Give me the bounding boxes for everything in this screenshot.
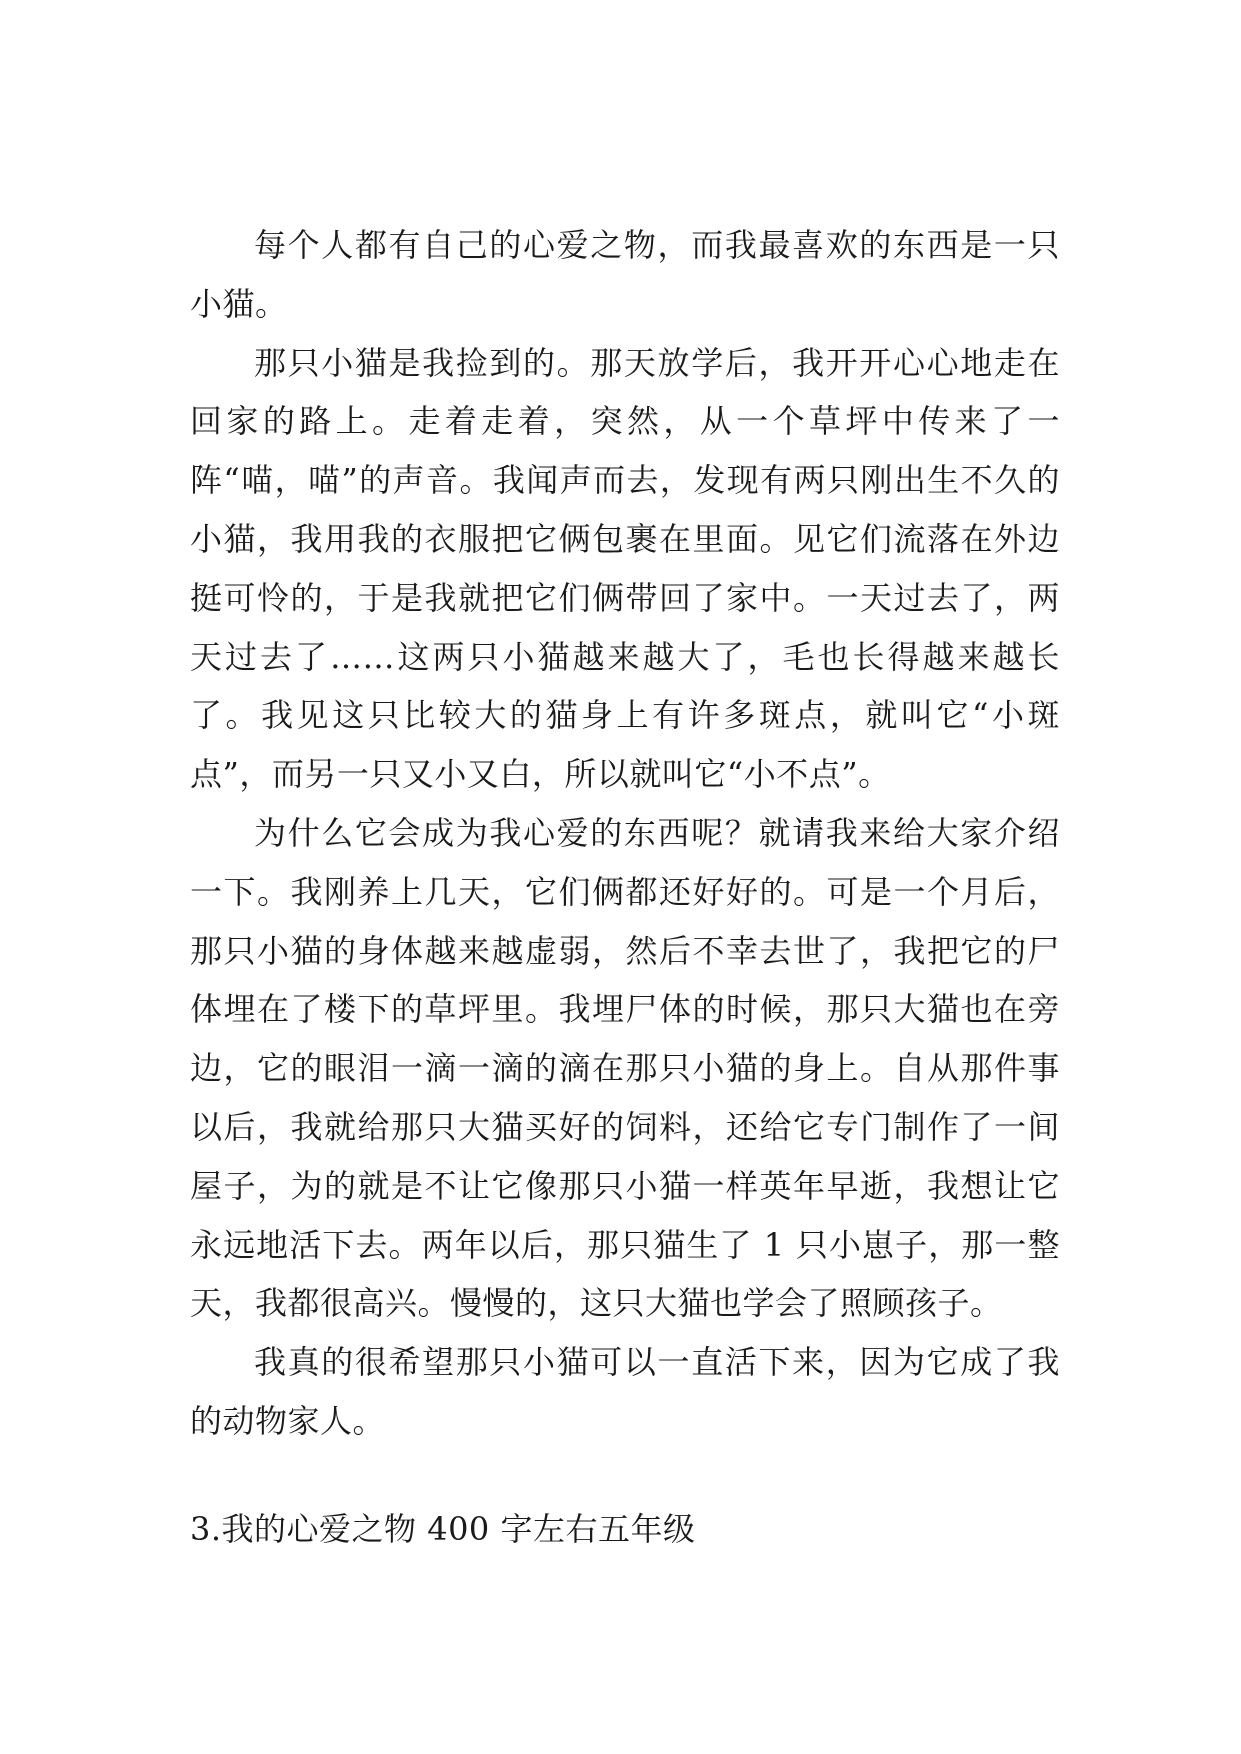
section-heading: 3.我的心爱之物 400 字左右五年级: [190, 1510, 696, 1548]
paragraph-1: 每个人都有自己的心爱之物，而我最喜欢的东西是一只小猫。: [190, 226, 1060, 323]
paragraph-2: 那只小猫是我捡到的。那天放学后，我开开心心地走在回家的路上。走着走着，突然，从一个草坪中传来了一阵“喵，喵”的声音。我闻声而去，发现有两只刚出生不久的小猫，我用我的衣服把它俩包裹在里面。见它们流落在外边挺可怜的，于是我就把它们俩带回了家中。一天过去了，两天过去了……这两只小猫越来越大了，毛也长得越来越长了。我见这只比较大的猫身上有许多斑点，就叫它“小斑点”，而另一只又小又白，所以就叫它“小不点”。: [190, 343, 1060, 794]
paragraph-3: 为什么它会成为我心爱的东西呢？就请我来给大家介绍一下。我刚养上几天，它们俩都还好好的。可是一个月后，那只小猫的身体越来越虚弱，然后不幸去世了，我把它的尸体埋在了楼下的草坪里。我埋尸体的时候，那只大猫也在旁边，它的眼泪一滴一滴的滴在那只小猫的身上。自从那件事以后，我就给那只大猫买好的饲料，还给它专门制作了一间屋子，为的就是不让它像那只小猫一样英年早逝，我想让它永远地活下去。两年以后，那只猫生了 1 只小崽子，那一整天，我都很高兴。慢慢的，这只大猫也学会了照顾孩子。: [190, 813, 1060, 1323]
essay-body: [190, 216, 1060, 1451]
paragraph-4: 我真的很希望那只小猫可以一直活下来，因为它成了我的动物家人。: [190, 1343, 1060, 1440]
